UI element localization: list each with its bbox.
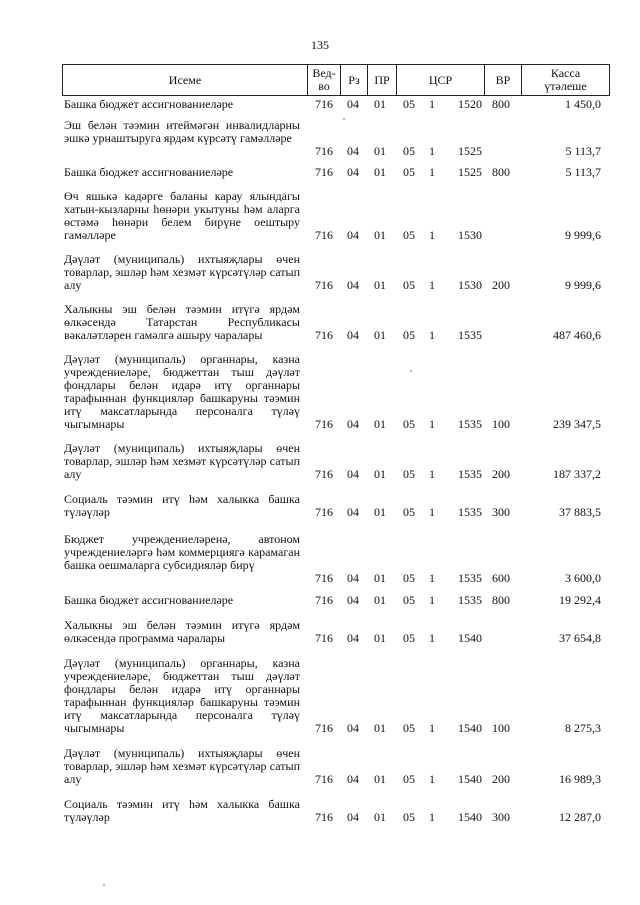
row-csr-3: 1540	[458, 772, 482, 786]
table-header	[62, 64, 610, 96]
row-csr-2: 1	[429, 165, 435, 179]
row-csr-1: 05	[403, 467, 415, 481]
table-row	[62, 253, 610, 292]
row-csr-1: 05	[403, 165, 415, 179]
table-row	[62, 533, 610, 585]
row-rz: 04	[347, 228, 359, 242]
header-ved: Вед-во	[308, 65, 341, 95]
row-csr-1: 05	[403, 97, 415, 111]
row-name: Халыкны эш белән тәэмин итүгә ярдәм өлкәсендә Татарстан Республикасы вәкаләтләрен гамәлгә ашыру чаралары	[64, 302, 300, 342]
row-kassa: 5 113,7	[565, 144, 601, 158]
row-csr-1: 05	[403, 631, 415, 645]
row-vr: 200	[492, 467, 510, 481]
row-kassa: 239 347,5	[553, 417, 601, 431]
row-ved: 716	[315, 417, 333, 431]
row-csr-3: 1525	[458, 165, 482, 179]
row-csr-1: 05	[403, 571, 415, 585]
table-row	[62, 166, 610, 179]
row-kassa: 9 999,6	[565, 228, 601, 242]
row-ved: 716	[315, 631, 333, 645]
row-csr-2: 1	[429, 278, 435, 292]
row-ved: 716	[315, 772, 333, 786]
row-csr-1: 05	[403, 505, 415, 519]
scan-speck	[103, 884, 105, 886]
row-ved: 716	[315, 810, 333, 824]
row-vr: 300	[492, 505, 510, 519]
row-csr-2: 1	[429, 97, 435, 111]
row-ved: 716	[315, 571, 333, 585]
table-row	[62, 190, 610, 242]
row-csr-3: 1520	[458, 97, 482, 111]
row-name: Дәүләт (муниципаль) органнары, казна учреждениеләре, бюджеттан тыш дәүләт фондлары белән идарә итү органнары тарафыннан функцияләр башкаруны тәэмин итү максатларында персоналга түләү чыгымнары	[64, 352, 300, 431]
row-kassa: 37 654,8	[559, 631, 601, 645]
row-rz: 04	[347, 417, 359, 431]
row-pr: 01	[374, 505, 386, 519]
row-ved: 716	[315, 97, 333, 111]
page-number: 135	[311, 38, 329, 52]
row-csr-3: 1540	[458, 631, 482, 645]
table-row	[62, 798, 610, 824]
table-row	[62, 119, 610, 158]
row-kassa: 16 989,3	[559, 772, 601, 786]
row-csr-1: 05	[403, 417, 415, 431]
row-name: Эш белән тәэмин итеймәгән инвалидларны эшкә урнаштыруга ярдәм күрсәтү гамәлләре	[64, 118, 300, 145]
header-rz: Рз	[341, 65, 368, 95]
header-csr: ЦСР	[397, 65, 485, 95]
row-csr-3: 1540	[458, 810, 482, 824]
row-csr-3: 1535	[458, 571, 482, 585]
row-csr-2: 1	[429, 772, 435, 786]
row-ved: 716	[315, 144, 333, 158]
row-pr: 01	[374, 467, 386, 481]
row-rz: 04	[347, 721, 359, 735]
table-row	[62, 493, 610, 519]
row-csr-3: 1535	[458, 467, 482, 481]
row-csr-1: 05	[403, 772, 415, 786]
row-rz: 04	[347, 467, 359, 481]
row-kassa: 3 600,0	[565, 571, 601, 585]
table-body	[62, 98, 610, 824]
row-pr: 01	[374, 228, 386, 242]
row-rz: 04	[347, 278, 359, 292]
row-name: Дәүләт (муниципаль) ихтыяҗлары өчен товарлар, эшләр һәм хезмәт күрсәтүләр сатып алу	[64, 441, 300, 481]
table-row	[62, 657, 610, 735]
row-kassa: 19 292,4	[559, 593, 601, 607]
row-csr-1: 05	[403, 593, 415, 607]
row-pr: 01	[374, 417, 386, 431]
row-name: Башка бюджет ассигнованиеләре	[64, 593, 234, 607]
table-row	[62, 442, 610, 481]
row-rz: 04	[347, 593, 359, 607]
row-pr: 01	[374, 278, 386, 292]
row-csr-1: 05	[403, 328, 415, 342]
header-vr: ВР	[485, 65, 522, 95]
row-pr: 01	[374, 328, 386, 342]
row-rz: 04	[347, 571, 359, 585]
row-csr-1: 05	[403, 721, 415, 735]
row-vr: 800	[492, 593, 510, 607]
row-vr: 100	[492, 417, 510, 431]
row-pr: 01	[374, 97, 386, 111]
table-row	[62, 619, 610, 645]
row-csr-3: 1535	[458, 505, 482, 519]
row-kassa: 187 337,2	[553, 467, 601, 481]
row-vr: 200	[492, 772, 510, 786]
row-csr-2: 1	[429, 328, 435, 342]
row-csr-2: 1	[429, 144, 435, 158]
row-kassa: 12 287,0	[559, 810, 601, 824]
row-kassa: 487 460,6	[553, 328, 601, 342]
row-csr-1: 05	[403, 278, 415, 292]
row-csr-3: 1525	[458, 144, 482, 158]
row-csr-3: 1535	[458, 417, 482, 431]
row-name: Өч яшькә кадәрге баланы карау ялындагы хатын-кызларны һөнәри укытуны һәм аларга өстәмә һөнәри белем бирүне оештыру гамәлләре	[64, 189, 300, 242]
row-kassa: 9 999,6	[565, 278, 601, 292]
row-csr-1: 05	[403, 810, 415, 824]
row-csr-2: 1	[429, 571, 435, 585]
row-kassa: 1 450,0	[565, 97, 601, 111]
row-csr-2: 1	[429, 417, 435, 431]
header-kassa: Касса үтәлеше	[522, 65, 610, 95]
row-kassa: 5 113,7	[565, 165, 601, 179]
scan-speck	[343, 118, 345, 120]
row-vr: 100	[492, 721, 510, 735]
row-name: Башка бюджет ассигнованиеләре	[64, 97, 234, 111]
row-name: Бюджет учреждениеләренә, автоном учреждениеләргә һәм коммерциягә карамаган башка оешмаларга субсидияләр бирү	[64, 532, 300, 572]
row-csr-2: 1	[429, 505, 435, 519]
row-csr-2: 1	[429, 721, 435, 735]
row-pr: 01	[374, 772, 386, 786]
row-kassa: 37 883,5	[559, 505, 601, 519]
row-name: Башка бюджет ассигнованиеләре	[64, 165, 234, 179]
row-name: Социаль тәэмин итү һәм халыкка башка түләүләр	[64, 797, 300, 824]
row-rz: 04	[347, 810, 359, 824]
row-rz: 04	[347, 165, 359, 179]
row-csr-3: 1530	[458, 278, 482, 292]
row-rz: 04	[347, 772, 359, 786]
table-row	[62, 303, 610, 342]
table-row	[62, 594, 610, 607]
row-rz: 04	[347, 505, 359, 519]
row-vr: 600	[492, 571, 510, 585]
row-csr-2: 1	[429, 467, 435, 481]
row-csr-3: 1540	[458, 721, 482, 735]
row-csr-2: 1	[429, 810, 435, 824]
table-row	[62, 98, 610, 111]
row-ved: 716	[315, 721, 333, 735]
row-vr: 800	[492, 97, 510, 111]
row-name: Халыкны эш белән тәэмин итүгә ярдәм өлкәсендә программа чаралары	[64, 618, 300, 645]
row-ved: 716	[315, 467, 333, 481]
row-rz: 04	[347, 144, 359, 158]
row-csr-3: 1535	[458, 593, 482, 607]
row-ved: 716	[315, 593, 333, 607]
row-csr-2: 1	[429, 631, 435, 645]
row-ved: 716	[315, 228, 333, 242]
row-name: Дәүләт (муниципаль) ихтыяҗлары өчен товарлар, эшләр һәм хезмәт күрсәтүләр сатып алу	[64, 252, 300, 292]
row-rz: 04	[347, 97, 359, 111]
row-pr: 01	[374, 721, 386, 735]
row-name: Социаль тәэмин итү һәм халыкка башка түләүләр	[64, 492, 300, 519]
row-pr: 01	[374, 571, 386, 585]
table-row	[62, 353, 610, 431]
row-name: Дәүләт (муниципаль) ихтыяҗлары өчен товарлар, эшләр һәм хезмәт күрсәтүләр сатып алу	[64, 746, 300, 786]
table-row	[62, 747, 610, 786]
row-pr: 01	[374, 165, 386, 179]
row-ved: 716	[315, 278, 333, 292]
row-pr: 01	[374, 144, 386, 158]
row-ved: 716	[315, 328, 333, 342]
row-pr: 01	[374, 631, 386, 645]
row-vr: 300	[492, 810, 510, 824]
row-ved: 716	[315, 505, 333, 519]
header-pr: ПР	[368, 65, 397, 95]
row-vr: 800	[492, 165, 510, 179]
row-csr-2: 1	[429, 593, 435, 607]
budget-table	[62, 64, 610, 824]
row-csr-3: 1530	[458, 228, 482, 242]
row-rz: 04	[347, 631, 359, 645]
row-kassa: 8 275,3	[565, 721, 601, 735]
row-pr: 01	[374, 810, 386, 824]
row-csr-2: 1	[429, 228, 435, 242]
row-rz: 04	[347, 328, 359, 342]
row-pr: 01	[374, 593, 386, 607]
row-vr: 200	[492, 278, 510, 292]
row-csr-3: 1535	[458, 328, 482, 342]
scan-speck	[410, 370, 412, 372]
row-name: Дәүләт (муниципаль) органнары, казна учреждениеләре, бюджеттан тыш дәүләт фондлары белән идарә итү органнары тарафыннан функцияләр башкаруны тәэмин итү максатларында персоналга түләү чыгымнары	[64, 656, 300, 735]
row-csr-1: 05	[403, 228, 415, 242]
row-ved: 716	[315, 165, 333, 179]
header-name: Исеме	[63, 65, 308, 95]
row-csr-1: 05	[403, 144, 415, 158]
